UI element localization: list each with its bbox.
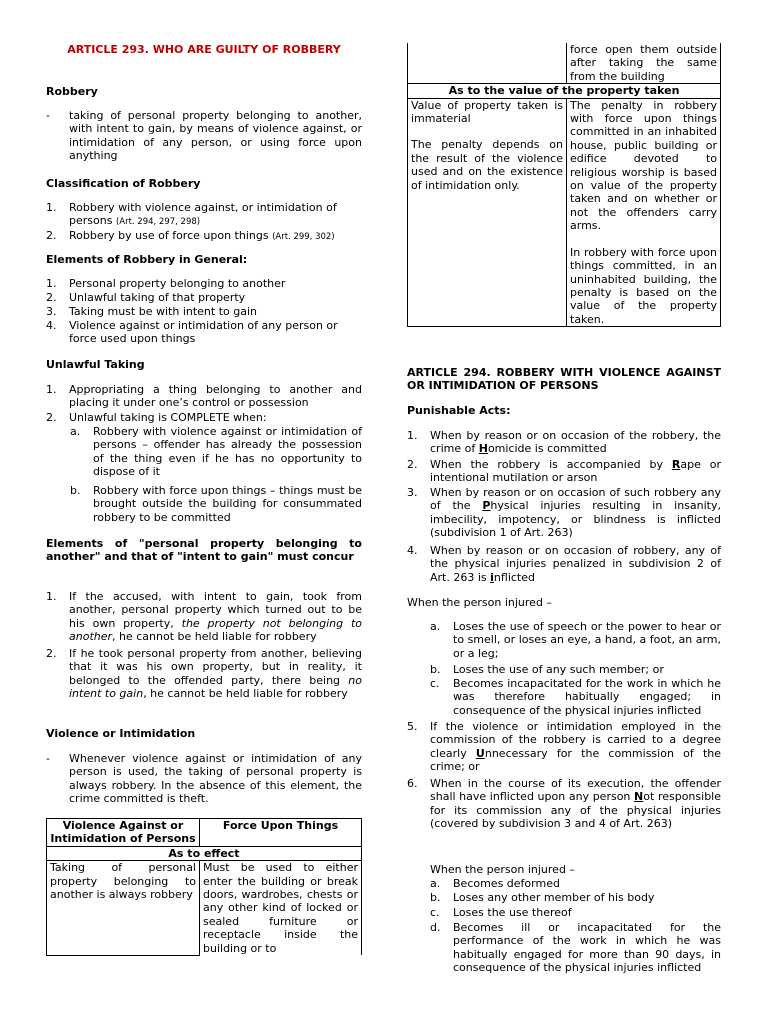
robbery-heading: Robbery (46, 85, 98, 98)
list-marker: 5. (407, 720, 418, 733)
act-3-text: When by reason or on occasion of such robbery any of the (430, 486, 721, 513)
punishable-act-2 (430, 458, 721, 485)
act-2-text: When the robbery is accompanied by (430, 458, 672, 471)
concur-item-1-end: , he cannot be held liable for robbery (112, 630, 317, 644)
list-marker: 1. (46, 590, 57, 603)
list-marker: 2. (46, 291, 57, 304)
concur-item-2-italic: no intent to gain (69, 673, 362, 701)
element-item-2: Unlawful taking of that property (69, 291, 246, 304)
concur-item-2 (69, 647, 362, 701)
act-5-end: nnecessary for the commission of the crime; or (430, 746, 722, 774)
unlawful-taking-item-2: Unlawful taking is COMPLETE when: (69, 411, 267, 424)
act-6-letter: N (634, 790, 644, 804)
list-marker: c. (430, 906, 440, 919)
element-item-3: Taking must be with intent to gain (69, 305, 258, 318)
table-cell-value-violence-p2: The penalty depends on the result of the violence used and on the existence of intimidation only. (411, 138, 563, 192)
injured2-item-b: Loses any other member of his body (453, 891, 655, 904)
act-4-letter: i (490, 570, 494, 584)
classification-item-2-ref: (Art. 299, 302) (272, 232, 335, 242)
injured-item-c: Becomes incapacitated for the work in which he was therefore habitually engaged; in consequence of the physical injuries inflicted (453, 677, 721, 717)
injured2-item-a: Becomes deformed (453, 877, 560, 890)
act-3-letter: P (482, 499, 491, 513)
table-section-value: As to the value of the property taken (408, 84, 721, 98)
table-cell-effect-violence: Taking of personal property belonging to another is always robbery (47, 861, 200, 955)
classification-heading: Classification of Robbery (46, 177, 201, 190)
list-marker: 3. (407, 486, 418, 499)
act-1-letter: H (478, 442, 488, 456)
robbery-definition: taking of personal property belonging to another, with intent to gain, by means of violence against, or intimidation of any person, or using force upon anything (69, 109, 362, 163)
list-marker: d. (430, 921, 441, 934)
punishable-act-4 (430, 544, 721, 584)
classification-item-1-text: Robbery with violence against, or intimidation of persons (69, 201, 337, 228)
list-marker: b. (430, 891, 441, 904)
act-3-end: hysical injuries resulting in insanity, imbecility, impotency, or blindness is inflicted (subdivision 1 of Art. 263) (430, 499, 721, 540)
concur-item-2-end: , he cannot be held liable for robbery (143, 687, 348, 701)
unlawful-taking-heading: Unlawful Taking (46, 358, 145, 371)
act-5-text: If the violence or intimidation employed in the commission of the robbery is carried to a degree clearly (430, 720, 721, 760)
act-4-text: When by reason or on occasion of robbery, any of the physical injuries penalized in subdivision 2 of Art. 263 is (430, 544, 721, 584)
table-section-effect: As to effect (47, 846, 362, 860)
table-cell-cont-force: force open them outside after taking the same from the building (567, 43, 721, 84)
elements-heading: Elements of Robbery in General: (46, 253, 248, 266)
table-cell-value-force (567, 98, 721, 327)
element-item-4: Violence against or intimidation of any person or force used upon things (69, 319, 338, 346)
list-marker: 3. (46, 305, 57, 318)
list-marker: 1. (407, 429, 418, 442)
act-5-letter: U (475, 746, 485, 760)
act-1-text: When by reason or on occasion of the robbery, the crime of (430, 429, 721, 456)
injured-intro: When the person injured – (407, 596, 552, 609)
list-marker: 4. (46, 319, 57, 332)
list-marker: b. (430, 663, 441, 676)
injured-item-a: Loses the use of speech or the power to hear or to smell, or loses an eye, a hand, a foot, an arm, or a leg; (453, 620, 721, 660)
unlawful-taking-item-2a: Robbery with violence against or intimidation of persons – offender has already the possession of the thing even if he has no opportunity to dispose of it (93, 425, 362, 479)
classification-item-2 (69, 229, 362, 244)
dash-marker: - (46, 752, 50, 765)
concur-item-1-text: If the accused, with intent to gain, took from another, personal property which turned out to be his own property, (69, 590, 362, 630)
punishable-act-6 (430, 777, 721, 831)
list-marker: 2. (46, 647, 57, 660)
table-cell-value-violence (408, 98, 567, 327)
comparison-table-part-1 (46, 818, 362, 956)
table-cell-effect-force: Must be used to either enter the building or break doors, wardrobes, chests or any other kind of locked or sealed furniture or receptacle inside the building or to (200, 861, 362, 955)
concur-item-1-italic: the property not belonging to another (69, 616, 362, 644)
punishable-act-3 (430, 486, 721, 540)
list-marker: 2. (46, 229, 57, 242)
element-item-1: Personal property belonging to another (69, 277, 286, 290)
table-cell-value-force-p1: The penalty in robbery with force upon things committed in an inhabited house, public building or edifice devoted to religious worship is based on value of the property taken and on whether or not the offenders carry arms. (570, 98, 717, 233)
comparison-table-part-2 (407, 43, 721, 327)
punishable-acts-heading: Punishable Acts: (407, 404, 511, 417)
dash-marker: - (46, 109, 50, 122)
list-marker: a. (430, 620, 441, 633)
concur-item-1 (69, 590, 362, 644)
injured-intro-2: When the person injured – (430, 863, 575, 876)
classification-item-2-text: Robbery by use of force upon things (69, 229, 269, 242)
table-cell-value-violence-p1: Value of property taken is immaterial (411, 98, 563, 126)
list-marker: 1. (46, 383, 57, 396)
list-marker: 2. (407, 458, 418, 471)
list-marker: b. (70, 484, 81, 497)
concur-heading: Elements of "personal property belonging to another" and that of "intent to gain" must concur (46, 537, 362, 564)
act-4-end: nflicted (493, 570, 535, 584)
concur-item-2-text: If he took personal property from another, believing that it was his own property, but in reality, it belonged to the offended party, there being (69, 647, 362, 687)
list-marker: 2. (46, 411, 57, 424)
list-marker: 1. (46, 201, 57, 214)
list-marker: c. (430, 677, 440, 690)
table-header-force: Force Upon Things (200, 819, 362, 847)
classification-item-1 (69, 201, 362, 230)
article-294-title: ARTICLE 294. ROBBERY WITH VIOLENCE AGAINST OR INTIMIDATION OF PERSONS (407, 366, 721, 393)
table-header-violence: Violence Against or Intimidation of Persons (47, 819, 200, 847)
violence-heading: Violence or Intimidation (46, 727, 196, 740)
act-6-end: ot responsible for its commission any of the physical injuries (covered by subdivision 3 and 4 of Art. 263) (430, 790, 721, 831)
punishable-act-5 (430, 720, 721, 774)
act-6-text: When in the course of its execution, the offender shall have inflicted upon any person (430, 777, 721, 804)
table-cell-value-force-p2: In robbery with force upon things committed, in an uninhabited building, the penalty is based on the value of the property taken. (570, 245, 717, 326)
act-1-end: omicide is committed (487, 442, 607, 456)
article-293-title: ARTICLE 293. WHO ARE GUILTY OF ROBBERY (67, 43, 341, 56)
list-marker: 4. (407, 544, 418, 557)
list-marker: 6. (407, 777, 418, 790)
act-2-letter: R (671, 458, 681, 471)
injured2-item-c: Loses the use thereof (453, 906, 572, 919)
unlawful-taking-item-1: Appropriating a thing belonging to another and placing it under one’s control or possession (69, 383, 362, 410)
list-marker: a. (430, 877, 441, 890)
classification-item-1-ref: (Art. 294, 297, 298) (115, 217, 201, 228)
injured-item-b: Loses the use of any such member; or (453, 663, 664, 676)
violence-text: Whenever violence against or intimidation of any person is used, the taking of personal property is always robbery. In the absence of this element, the crime committed is theft. (69, 752, 362, 806)
unlawful-taking-item-2b: Robbery with force upon things – things must be brought outside the building for consummated robbery to be committed (93, 484, 362, 524)
injured2-item-d: Becomes ill or incapacitated for the performance of the work in which he was habitually engaged for more than 90 days, in consequence of the physical injuries inflicted (453, 921, 721, 975)
list-marker: a. (70, 425, 81, 438)
table-cell-cont-empty (408, 43, 567, 84)
punishable-act-1 (430, 429, 721, 456)
list-marker: 1. (46, 277, 57, 290)
act-2-end: ape or intentional mutilation or arson (430, 458, 721, 485)
